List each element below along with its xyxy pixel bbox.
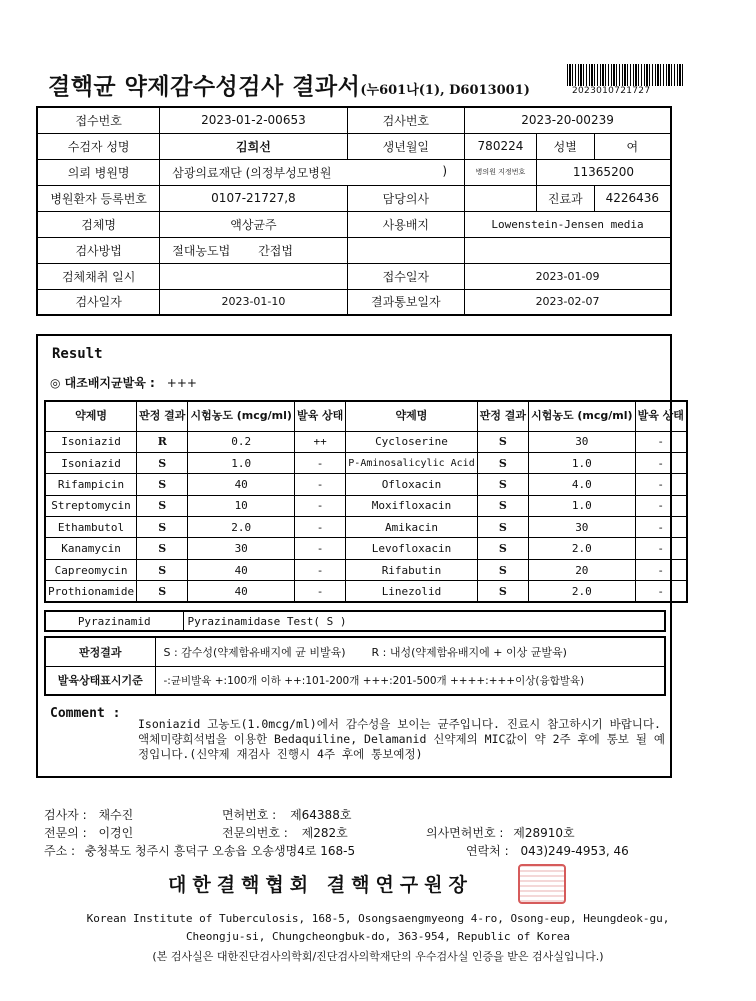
drug-name: Amikacin bbox=[346, 517, 477, 538]
doctor-name bbox=[465, 185, 537, 211]
drug-conc: 10 bbox=[188, 495, 295, 516]
drug-growth: - bbox=[635, 474, 687, 495]
hospital-name-close: ) bbox=[442, 163, 448, 178]
document-title bbox=[48, 68, 530, 101]
drug-growth: - bbox=[294, 452, 345, 473]
specialist-no-line bbox=[222, 824, 348, 841]
drug-result: S bbox=[477, 517, 528, 538]
drug-conc: 30 bbox=[529, 431, 636, 452]
contact-label: 연락처 : bbox=[466, 844, 509, 858]
drug-conc: 40 bbox=[188, 559, 295, 580]
license-no: 제64388호 bbox=[290, 808, 352, 822]
drug-result: R bbox=[137, 431, 188, 452]
drug-conc: 30 bbox=[188, 538, 295, 559]
sex: 여 bbox=[594, 133, 671, 159]
drug-conc: 2.0 bbox=[529, 538, 636, 559]
barcode-image bbox=[567, 64, 684, 86]
drug-growth: - bbox=[635, 538, 687, 559]
comment-label: Comment : bbox=[50, 706, 121, 721]
drug-result: S bbox=[477, 538, 528, 559]
drug-name: Levofloxacin bbox=[346, 538, 477, 559]
control-growth-value: +++ bbox=[166, 376, 197, 390]
collect-label: 검체채취 일시 bbox=[37, 263, 160, 289]
result-title: Result bbox=[52, 346, 103, 362]
doctor-license-label: 의사면허번호 : bbox=[426, 826, 504, 840]
tester-label: 검사자 : bbox=[44, 808, 87, 822]
drug-name: Cycloserine bbox=[346, 431, 477, 452]
drug-growth: - bbox=[294, 517, 345, 538]
title-form-code: (누601나(1), D6013001) bbox=[360, 83, 530, 98]
drug-name: Prothionamide bbox=[45, 581, 137, 602]
drug-name: Kanamycin bbox=[45, 538, 137, 559]
method-empty-2 bbox=[465, 237, 671, 263]
drug-conc: 2.0 bbox=[529, 581, 636, 602]
reported-label: 결과통보일자 bbox=[347, 289, 464, 315]
birth-label: 생년월일 bbox=[347, 133, 464, 159]
drug-growth: - bbox=[294, 538, 345, 559]
address: 충청북도 청주시 흥덕구 오송읍 오송생명4로 168-5 bbox=[84, 844, 356, 858]
method-a: 절대농도법 bbox=[172, 243, 231, 258]
hospital-name bbox=[160, 159, 465, 185]
tested-date: 2023-01-10 bbox=[160, 289, 347, 315]
drug-conc: 1.0 bbox=[188, 452, 295, 473]
drug-result: S bbox=[137, 452, 188, 473]
drug-growth: - bbox=[294, 474, 345, 495]
col-growth-left: 발육 상태 bbox=[294, 401, 345, 431]
hospital-code-label: 병의원 지정번호 bbox=[465, 159, 537, 185]
table-row bbox=[45, 452, 687, 473]
drug-conc: 40 bbox=[188, 581, 295, 602]
drug-growth: - bbox=[635, 495, 687, 516]
title-main: 결핵균 약제감수성검사 결과서 bbox=[48, 73, 361, 100]
drug-name: Rifampicin bbox=[45, 474, 137, 495]
pyrazinamide-table bbox=[44, 610, 666, 632]
drug-result: S bbox=[137, 538, 188, 559]
drug-name: P-Aminosalicylic Acid bbox=[346, 452, 477, 473]
drug-result: S bbox=[477, 431, 528, 452]
hospital-name-text: 삼광의료재단 (의정부성모병원 bbox=[172, 165, 332, 180]
dept-value: 4226436 bbox=[594, 185, 671, 211]
chart-no-label: 병원환자 등록번호 bbox=[37, 185, 160, 211]
method bbox=[160, 237, 347, 263]
patient-name-label: 수검자 성명 bbox=[37, 133, 160, 159]
drug-result: S bbox=[137, 495, 188, 516]
table-row bbox=[45, 559, 687, 580]
drug-growth: - bbox=[635, 581, 687, 602]
drug-name: Rifabutin bbox=[346, 559, 477, 580]
test-no: 2023-20-00239 bbox=[465, 107, 671, 133]
drug-name: Isoniazid bbox=[45, 431, 137, 452]
method-empty bbox=[347, 237, 464, 263]
specimen-label: 검체명 bbox=[37, 211, 160, 237]
certification-note: (본 검사실은 대한진단검사의학회/진단검사의학재단의 우수검사실 인증을 받은 검사실입니다.) bbox=[152, 950, 604, 963]
col-conc-left: 시험농도 (mcg/ml) bbox=[188, 401, 295, 431]
result-section bbox=[36, 334, 684, 778]
drug-conc: 1.0 bbox=[529, 495, 636, 516]
drug-growth: - bbox=[294, 581, 345, 602]
drug-conc: 20 bbox=[529, 559, 636, 580]
barcode-number: 2023010721727 bbox=[572, 86, 651, 96]
pyrazinamide-label: Pyrazinamid bbox=[45, 611, 183, 631]
table-row bbox=[45, 581, 687, 602]
drug-name: Streptomycin bbox=[45, 495, 137, 516]
drug-conc: 30 bbox=[529, 517, 636, 538]
dept-label: 진료과 bbox=[536, 185, 594, 211]
growth-std-label: 발육상태표시기준 bbox=[45, 666, 155, 695]
patient-info-table bbox=[36, 106, 672, 316]
drug-growth: - bbox=[635, 559, 687, 580]
drug-name: Moxifloxacin bbox=[346, 495, 477, 516]
col-result-right: 판정 결과 bbox=[477, 401, 528, 431]
drug-growth: - bbox=[635, 431, 687, 452]
license-line bbox=[222, 806, 351, 823]
drug-result: S bbox=[137, 517, 188, 538]
col-growth-right: 발육 상태 bbox=[635, 401, 687, 431]
drug-name: Linezolid bbox=[346, 581, 477, 602]
table-row bbox=[45, 495, 687, 516]
judgement-r: R : 내성(약제함유배지에 + 이상 균발육) bbox=[371, 645, 567, 659]
drug-conc: 2.0 bbox=[188, 517, 295, 538]
collect-date bbox=[160, 263, 347, 289]
judgement-criteria bbox=[155, 637, 665, 666]
drug-conc: 1.0 bbox=[529, 452, 636, 473]
tester-name: 채수진 bbox=[98, 808, 134, 822]
hospital-label: 의뢰 병원명 bbox=[37, 159, 160, 185]
contact-line bbox=[466, 842, 629, 859]
judgement-s: S : 감수성(약제함유배지에 균 비발육) bbox=[163, 645, 346, 659]
col-result-left: 판정 결과 bbox=[137, 401, 188, 431]
control-growth bbox=[50, 374, 197, 391]
pyrazinamide-value: Pyrazinamidase Test( S ) bbox=[183, 611, 665, 631]
method-b: 간접법 bbox=[258, 243, 293, 258]
drug-conc: 40 bbox=[188, 474, 295, 495]
drug-susceptibility-table bbox=[44, 400, 688, 603]
table-row bbox=[45, 517, 687, 538]
received-date: 2023-01-09 bbox=[465, 263, 671, 289]
institute-name-kr: 대한결핵협회 결핵연구원장 bbox=[168, 874, 473, 896]
drug-name: Ethambutol bbox=[45, 517, 137, 538]
medium-label: 사용배지 bbox=[347, 211, 464, 237]
drug-growth: - bbox=[635, 517, 687, 538]
comment-text: Isoniazid 고농도(1.0mcg/ml)에서 감수성을 보이는 균주입니다. 진료시 참고하시기 바랍니다.액체미량희석법을 이용한 Bedaquiline, Delamanid 신약제의 MIC값이 약 2주 후에 통보 될 예정입니다.(신약제 재검사 진행시 4주 후에 통보예정) bbox=[138, 717, 665, 761]
table-row bbox=[45, 474, 687, 495]
patient-name: 김희선 bbox=[160, 133, 347, 159]
address-line bbox=[44, 842, 355, 859]
birth-date: 780224 bbox=[465, 133, 537, 159]
drug-result: S bbox=[137, 559, 188, 580]
drug-growth: - bbox=[294, 559, 345, 580]
official-seal bbox=[518, 864, 566, 904]
drug-result: S bbox=[477, 559, 528, 580]
doctor-label: 담당의사 bbox=[347, 185, 464, 211]
test-no-label: 검사번호 bbox=[347, 107, 464, 133]
legend-table bbox=[44, 636, 666, 696]
drug-growth: ++ bbox=[294, 431, 345, 452]
drug-growth: - bbox=[635, 452, 687, 473]
col-drug-left: 약제명 bbox=[45, 401, 137, 431]
specialist-line bbox=[44, 824, 133, 841]
address-label: 주소 : bbox=[44, 844, 76, 858]
drug-name: Capreomycin bbox=[45, 559, 137, 580]
table-row bbox=[45, 431, 687, 452]
drug-result: S bbox=[477, 474, 528, 495]
specialist-name: 이경인 bbox=[98, 826, 134, 840]
col-conc-right: 시험농도 (mcg/ml) bbox=[529, 401, 636, 431]
tested-label: 검사일자 bbox=[37, 289, 160, 315]
institute-address-en-1: Korean Institute of Tuberculosis, 168-5, Osongsaengmyeong 4-ro, Osong-eup, Heungdeok-gu, bbox=[86, 912, 670, 925]
drug-conc: 4.0 bbox=[529, 474, 636, 495]
receipt-no-label: 접수번호 bbox=[37, 107, 160, 133]
medium: Lowenstein-Jensen media bbox=[465, 211, 671, 237]
license-label: 면허번호 : bbox=[222, 808, 277, 822]
specimen: 액상균주 bbox=[160, 211, 347, 237]
doctor-license-no: 제28910호 bbox=[513, 826, 575, 840]
drug-name: Isoniazid bbox=[45, 452, 137, 473]
drug-result: S bbox=[137, 474, 188, 495]
specialist-label: 전문의 : bbox=[44, 826, 87, 840]
judgement-label: 판정결과 bbox=[45, 637, 155, 666]
chart-no: 0107-21727,8 bbox=[160, 185, 347, 211]
drug-conc: 0.2 bbox=[188, 431, 295, 452]
specialist-no-label: 전문의번호 : bbox=[222, 826, 288, 840]
drug-growth: - bbox=[294, 495, 345, 516]
contact: 043)249-4953, 46 bbox=[520, 844, 629, 858]
specialist-no: 제282호 bbox=[301, 826, 348, 840]
drug-result: S bbox=[477, 581, 528, 602]
control-growth-label: ◎ 대조배지균발육 : bbox=[50, 376, 155, 390]
drug-result: S bbox=[137, 581, 188, 602]
receipt-no: 2023-01-2-00653 bbox=[160, 107, 347, 133]
hospital-code: 11365200 bbox=[536, 159, 671, 185]
reported-date: 2023-02-07 bbox=[465, 289, 671, 315]
drug-result: S bbox=[477, 495, 528, 516]
drug-name: Ofloxacin bbox=[346, 474, 477, 495]
drug-result: S bbox=[477, 452, 528, 473]
growth-std: -:균비발육 +:100개 이하 ++:101-200개 +++:201-500개 ++++:+++이상(융합발육) bbox=[155, 666, 665, 695]
doctor-license-line bbox=[426, 824, 575, 841]
tester-line bbox=[44, 806, 133, 823]
col-drug-right: 약제명 bbox=[346, 401, 477, 431]
received-label: 접수일자 bbox=[347, 263, 464, 289]
table-row bbox=[45, 538, 687, 559]
method-label: 검사방법 bbox=[37, 237, 160, 263]
sex-label: 성별 bbox=[536, 133, 594, 159]
institute-address-en-2: Cheongju-si, Chungcheongbuk-do, 363-954, Republic of Korea bbox=[185, 930, 571, 943]
